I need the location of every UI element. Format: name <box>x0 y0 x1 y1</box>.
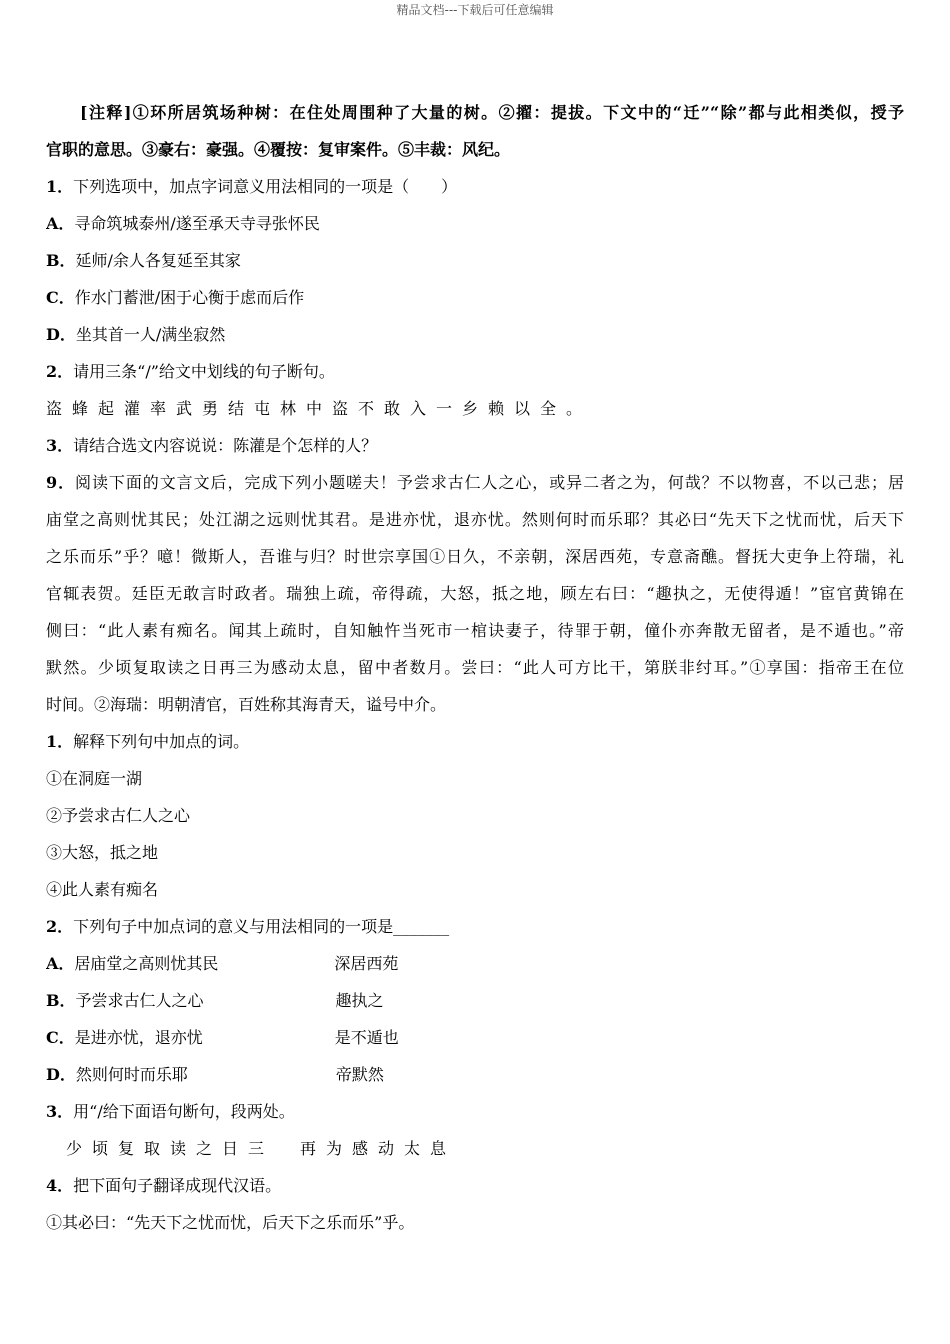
subquestion-3: 3．用“/给下面语句断句，段两处。 <box>46 1102 295 1121</box>
word-item-3: ③大怒，抵之地 <box>46 843 159 862</box>
subquestion-2: 2．下列句子中加点词的意义与用法相同的一项是_______ <box>46 917 450 936</box>
word-item-4: ④此人素有痴名 <box>46 880 159 899</box>
choice-d: D．然则何时而乐耶 帝默然 <box>46 1065 384 1084</box>
passage-line-1: 9．阅读下面的文言文后，完成下列小题嗟夫！予尝求古仁人之心，或异二者之为，何哉？不以物喜，不以己悲；居 <box>46 473 904 492</box>
word-item-1: ①在洞庭一湖 <box>46 769 143 788</box>
option-c: C．作水门蓄泄/困于心衡于虑而后作 <box>46 288 305 307</box>
punctuation-sentence-2: 少顷复取读之日三 再为感动太息 <box>66 1139 457 1158</box>
choice-c: C．是进亦忧，退亦忧 是不遁也 <box>46 1028 399 1047</box>
passage-line-5: 侧曰：“此人素有痴名。闻其上疏时，自知触忤当死市一棺诀妻子，待罪于朝，僮仆亦奔散无留者，是不遁也。”帝 <box>46 621 904 640</box>
passage-line-4: 官辄表贺。廷臣无敢言时政者。瑞独上疏，帝得疏，大怒，抵之地，顾左右曰：“趣执之，无使得遁！”宦官黄锦在 <box>46 584 904 603</box>
subquestion-4: 4．把下面句子翻译成现代汉语。 <box>46 1176 282 1195</box>
punctuation-sentence: 盗蜂起灌率武勇结屯林中盗不敢入一乡赖以全。 <box>46 399 593 418</box>
choice-a: A．居庙堂之高则忧其民 深居西苑 <box>46 954 399 973</box>
question-2: 2．请用三条“/”给文中划线的句子断句。 <box>46 362 335 381</box>
annotation-line-1: [注释]①环所居筑场种树：在住处周围种了大量的树。②擢：提拔。下文中的“迁”“除”都与此相类似，授予 <box>80 103 904 122</box>
passage-line-7: 时间。②海瑞：明朝清官，百姓称其海青天，谥号中介。 <box>46 695 447 714</box>
translation-item-1: ①其必曰：“先天下之忧而忧，后天下之乐而乐”乎。 <box>46 1213 415 1232</box>
annotation-line-2: 官职的意思。③豪右：豪强。④覆按：复审案件。⑤丰裁：风纪。 <box>46 140 511 159</box>
subquestion-1: 1．解释下列句中加点的词。 <box>46 732 250 751</box>
document-body <box>46 94 904 1241</box>
question-3: 3．请结合选文内容说说：陈灌是个怎样的人？ <box>46 436 378 455</box>
page-header: 精品文档---下载后可任意编辑 <box>396 3 554 17</box>
option-d: D．坐其首一人/满坐寂然 <box>46 325 226 344</box>
passage-line-6: 默然。少顷复取读之日再三为感动太息，留中者数月。尝曰：“此人可方比干，第朕非纣耳。”①享国：指帝王在位 <box>46 658 904 677</box>
choice-b: B．予尝求古仁人之心 趣执之 <box>46 991 384 1010</box>
option-b: B．延师/余人各复延至其家 <box>46 251 241 270</box>
question-1: 1．下列选项中，加点字词意义用法相同的一项是（ ） <box>46 177 458 196</box>
word-item-2: ②予尝求古仁人之心 <box>46 806 191 825</box>
option-a: A．寻命筑城泰州/遂至承天寺寻张怀民 <box>46 214 320 233</box>
passage-line-2: 庙堂之高则忧其民；处江湖之远则忧其君。是进亦忧，退亦忧。然则何时而乐耶？其必曰“先天下之忧而忧，后天下 <box>46 510 904 529</box>
passage-line-3: 之乐而乐”乎？噫！微斯人，吾谁与归？时世宗享国①日久，不亲朝，深居西苑，专意斋醮。督抚大吏争上符瑞，礼 <box>46 547 904 566</box>
